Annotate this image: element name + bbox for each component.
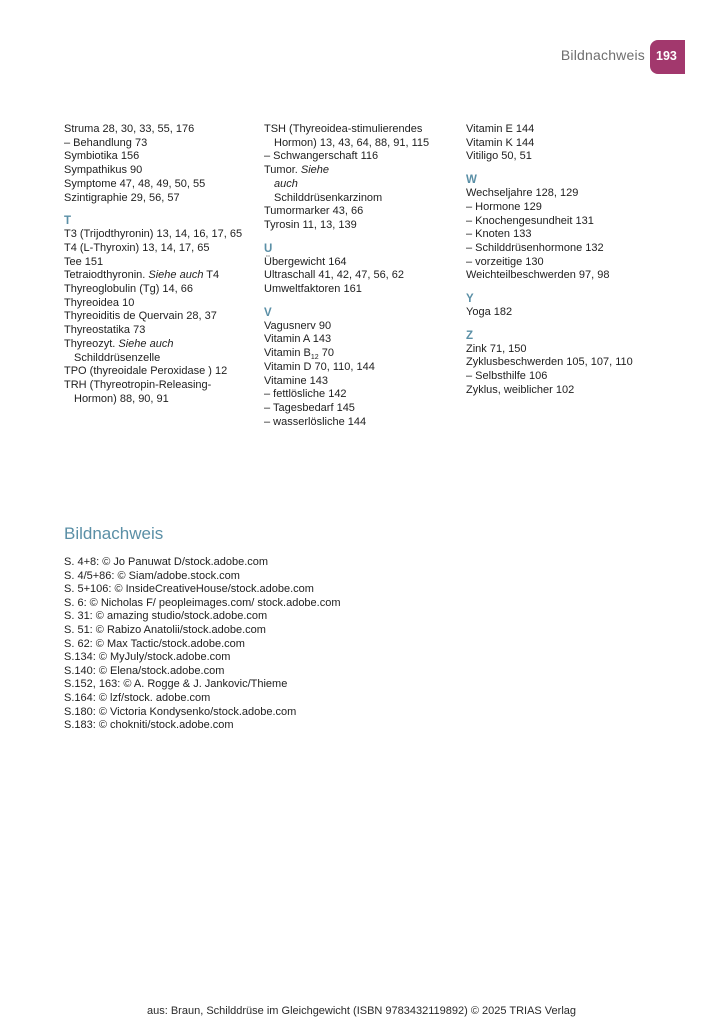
index-entry [64,338,194,365]
index-entry: Tumormarker 43, 66 [264,205,364,218]
entry-text: Schilddrüsenzelle [74,351,161,364]
index-entry: Struma 28, 30, 33, 55, 176 [64,123,195,135]
see-also-text: Siehe auch [148,269,204,282]
index-entry: Tyrosin 11, 13, 139 [264,218,357,231]
index-entry: Wechseljahre 128, 129 [466,187,579,200]
index-letter-heading: U [264,242,273,255]
index-entry: – Tagesbedarf 145 [264,401,355,414]
index-entry: – Behandlung 73 [64,136,148,149]
index-entry: Zink 71, 150 [466,342,527,355]
index-entry: – wasserlösliche 144 [264,415,367,428]
index-entry: – Knochengesundheit 131 [466,214,594,227]
index-entry: – Hormone 129 [466,200,542,213]
index-entry: TSH (Thyreoidea-stimulierendes Hormon) 13, 43, 64, 88, 91, 115 [264,123,430,149]
index-entry: – Knoten 133 [466,228,532,241]
see-also-text: Siehe auch [274,164,330,190]
entry-text: Vitamin B [264,347,311,360]
index-entry: Vitamin D 70, 110, 144 [264,360,375,373]
index-letter-heading: V [264,306,272,319]
entry-text: 70 [318,347,334,360]
index-entry: – Schwangerschaft 116 [264,150,379,163]
index-entry: Symbiotika 156 [64,150,140,163]
index-entry: Sympathikus 90 [64,164,143,177]
index-entry: T4 (L-Thyroxin) 13, 14, 17, 65 [64,241,210,254]
index-entry: Vitamin K 144 [466,136,535,149]
index-entry: Thyreostatika 73 [64,324,146,337]
credit-line: S. 31: © amazing studio/stock.adobe.com [64,610,268,623]
index-letter-heading: Y [466,293,474,306]
index-entry: Thyreoidea 10 [64,296,135,309]
index-entry: Zyklus, weiblicher 102 [466,383,575,396]
entry-text: T4 [203,269,220,282]
running-header-title: Bildnachweis [560,47,645,63]
credit-line: S. 4+8: © Jo Panuwat D/stock.adobe.com [64,556,269,568]
see-also-text: Siehe auch [118,337,174,350]
index-entry: Szintigraphie 29, 56, 57 [64,191,180,204]
index-entry [264,164,383,205]
index-entry: Vitamin E 144 [466,123,535,135]
index-entry: T3 (Trijodthyronin) 13, 14, 16, 17, 65 [64,228,243,241]
credit-line: S.183: © chokniti/stock.adobe.com [64,719,234,732]
index-entry: Übergewicht 164 [264,255,347,268]
credits-list [64,556,341,733]
index-entry: Thyreoiditis de Quervain 28, 37 [64,310,217,323]
credit-line: S. 5+106: © InsideCreativeHouse/stock.adobe.com [64,583,314,596]
index-column-2 [264,123,464,429]
index-entry: Vitamin A 143 [264,333,332,346]
credit-line: S.180: © Victoria Kondysenko/stock.adobe.com [64,705,297,718]
credit-line: S.134: © MyJuly/stock.adobe.com [64,651,231,664]
index-letter-heading: W [466,174,477,187]
index-entry: Umweltfaktoren 161 [264,283,362,296]
credit-line: S.140: © Elena/stock.adobe.com [64,664,225,677]
index-entry: Tee 151 [64,255,104,268]
credit-line: S. 62: © Max Tactic/stock.adobe.com [64,637,245,650]
credits-heading: Bildnachweis [64,524,164,543]
credit-line: S. 6: © Nicholas F/ peopleimages.com/ stock.adobe.com [64,596,341,609]
index-column-3 [466,123,666,398]
index-letter-heading: Z [466,329,474,342]
index-entry: Ultraschall 41, 42, 47, 56, 62 [264,269,405,282]
index-entry [64,269,254,283]
index-column-1 [64,123,254,406]
entry-text: Tumor. [264,164,301,177]
credit-line: S.164: © lzf/stock. adobe.com [64,691,211,704]
index-entry: Symptome 47, 48, 49, 50, 55 [64,177,206,190]
index-letter-heading: T [64,215,72,228]
index-entry: TPO (thyreoidale Peroxidase ) 12 [64,365,228,378]
index-entry: – vorzeitige 130 [466,255,544,268]
index-entry: – fettlösliche 142 [264,388,347,401]
entry-text: Thyreozyt. [64,337,119,350]
index-entry: TRH (Thyreotropin-Releasing-Hormon) 88, 90, 91 [64,378,212,405]
credit-line: S. 4/5+86: © Siam/adobe.stock.com [64,569,240,582]
index-entry [264,347,464,361]
credit-line: S.152, 163: © A. Rogge & J. Jankovic/Thieme [64,678,288,691]
page-number-tab [650,40,685,74]
index-entry: Thyreoglobulin (Tg) 14, 66 [64,283,194,296]
source-footer: aus: Braun, Schilddrüse im Gleichgewicht (ISBN 9783432119892) © 2025 TRIAS Verlag [147,1005,576,1017]
index-entry: Vitiligo 50, 51 [466,150,532,163]
index-entry: Zyklusbeschwerden 105, 107, 110 [466,356,633,369]
subscript: 12 [310,354,319,362]
index-entry: Yoga 182 [466,306,513,319]
index-entry: Vagusnerv 90 [264,319,332,332]
index-entry: – Selbsthilfe 106 [466,370,548,383]
credit-line: S. 51: © Rabizo Anatolii/stock.adobe.com [64,623,266,636]
index-entry: Vitamine 143 [264,374,329,387]
entry-text: Tetraiodthyronin. [64,269,149,282]
index-entry: Weichteilbeschwerden 97, 98 [466,269,610,282]
page-number: 193 [656,49,677,63]
index-entry: – Schilddrüsenhormone 132 [466,241,604,254]
entry-text: Schilddrüsenkarzinom [274,191,383,204]
